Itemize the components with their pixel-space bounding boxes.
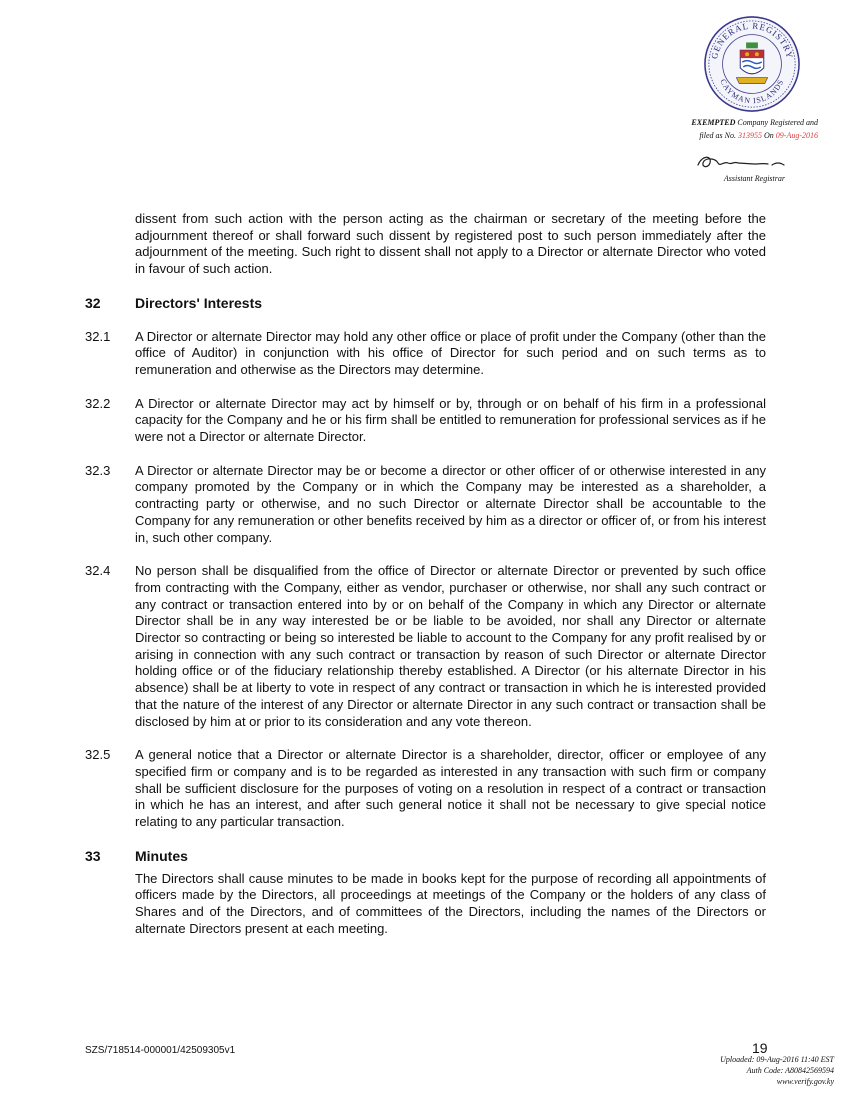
clause-text: A Director or alternate Director may be or become a director or other officer of or otherwise interested in any company promoted by the Company or in which the Company may be interested as a shareholder, a contracting party or otherwise, and no such Director or alternate Director shall be accountable to the Company for any remuneration or other benefits received by him as a director or officer of, or from his interest in, such other company. xyxy=(135,462,766,545)
registrar-signature xyxy=(694,151,789,173)
document-reference: SZS/718514-000001/42509305v1 xyxy=(85,1045,236,1056)
svg-text:CAYMAN ISLANDS: CAYMAN ISLANDS xyxy=(718,77,786,106)
section-title: Minutes xyxy=(135,847,188,864)
exempted-label: EXEMPTED xyxy=(691,118,736,127)
clause-32-4 xyxy=(85,563,766,730)
section-heading-33 xyxy=(85,848,766,865)
upload-details xyxy=(640,1054,834,1087)
clause-32-2 xyxy=(85,396,766,446)
clause-number: 32.3 xyxy=(85,462,111,478)
intro-paragraph: dissent from such action with the person acting as the chairman or secretary of the meeting before the adjournment thereof or shall forward such dissent by registered post to such person immediately after the adjournment of the meeting. Such right to dissent shall not apply to a Director or alternate Director who voted in favour of such action. xyxy=(135,211,766,277)
clause-32-3 xyxy=(85,463,766,547)
section-number: 32 xyxy=(85,294,101,311)
clause-number: 32.1 xyxy=(85,328,111,344)
auth-code: Auth Code: A80842569594 xyxy=(746,1066,834,1075)
registration-stamp xyxy=(640,118,818,128)
on-text: On xyxy=(764,131,774,140)
clause-number: 32.2 xyxy=(85,395,111,411)
section-title: Directors' Interests xyxy=(135,294,263,311)
filing-details xyxy=(640,131,818,141)
clause-32-5 xyxy=(85,747,766,831)
clause-number: 32.5 xyxy=(85,747,111,763)
clause-text: No person shall be disqualified from the office of Director or alternate Director or prevented by such office from contracting with the Company, either as vendor, purchaser or otherwise, nor shall any such contract or any contract or transaction entered into by or on behalf of the Company in which any Director or alternate Director shall be in any way interested be or be liable to be avoided, nor shall any Director or alternate Director so contracting or being so interested be liable to account to the Company for any profit realised by or arising in connection with any such contract or transaction by reason of such Director or alternate Director holding office or of the fiduciary relationship thereby established. A Director (or his alternate Director in his absence) shall be at liberty to vote in respect of any contract or transaction in which he is interested provided that the nature of the interest of any Director or alternate Director in any such contract or transaction shall be disclosed by him at or prior to its consideration and any vote thereon. xyxy=(135,563,766,729)
uploaded-timestamp: Uploaded: 09-Aug-2016 11:40 EST xyxy=(720,1055,834,1064)
page-number: 19 xyxy=(752,1040,768,1056)
section-number: 33 xyxy=(85,847,101,864)
filed-prefix: filed as No. xyxy=(699,131,736,140)
registered-text: Company Registered and xyxy=(737,118,818,127)
filed-date: 09-Aug-2016 xyxy=(775,131,818,140)
minutes-paragraph: The Directors shall cause minutes to be made in books kept for the purpose of recording all appointments of officers made by the Directors, all proceedings at meetings of the Company or the holders of any class of Shares and of the Directors, and of committees of the Directors, including the names of the Directors or alternate Directors present at each meeting. xyxy=(135,870,766,936)
signature-title: Assistant Registrar xyxy=(723,174,785,183)
clause-number: 32.4 xyxy=(85,563,111,579)
clause-32-1 xyxy=(85,329,766,379)
filed-number: 313955 xyxy=(738,131,762,140)
svg-text:GENERAL REGISTRY: GENERAL REGISTRY xyxy=(709,20,795,60)
section-heading-32 xyxy=(85,295,766,312)
clause-text: A Director or alternate Director may hold any other office or place of profit under the Company (other than the office of Auditor) in conjunction with his office of Director for such period and on such terms as to remuneration and otherwise as the Directors may determine. xyxy=(135,328,766,377)
document-body xyxy=(85,211,766,954)
clause-text: A Director or alternate Director may act by himself or by, through or on behalf of his firm in a professional capacity for the Company and he or his firm shall be entitled to remuneration for professional services as if he were not a Director or alternate Director. xyxy=(135,395,766,445)
clause-text: A general notice that a Director or alternate Director is a shareholder, director, officer or employee of any specified firm or company and is to be regarded as interested in any transaction with such firm or company shall be sufficient disclosure for the purposes of voting on a resolution in respect of a contract or transaction in which he has an interest, and after such general notice it shall not be necessary to give special notice relating to any particular transaction. xyxy=(135,747,766,830)
general-registry-seal xyxy=(703,15,801,113)
verify-link[interactable]: www.verify.gov.ky xyxy=(776,1077,834,1086)
